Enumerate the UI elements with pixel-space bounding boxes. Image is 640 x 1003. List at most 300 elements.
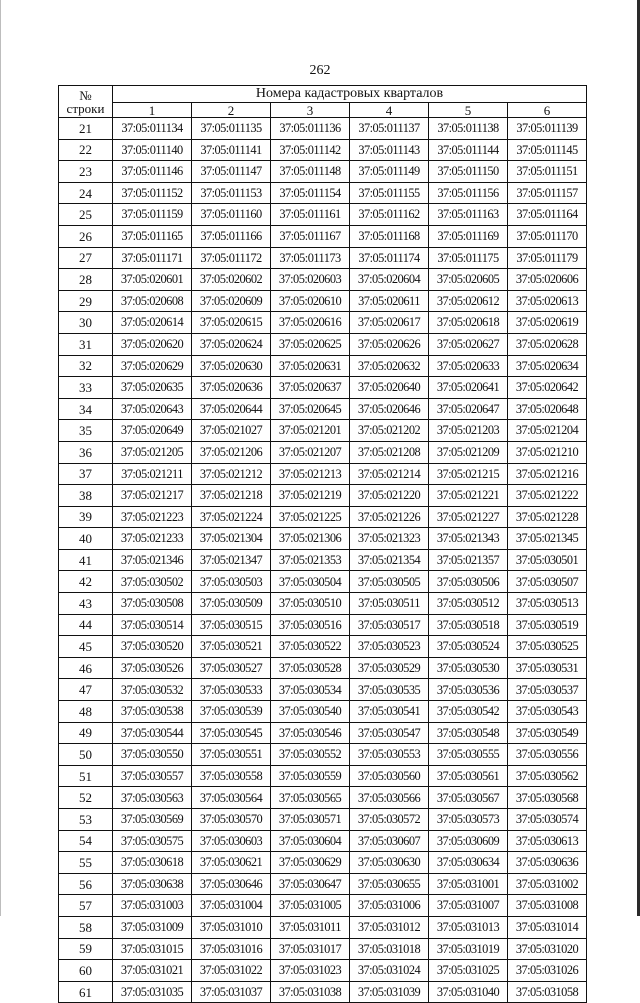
cadastral-number-cell: 37:05:030502 xyxy=(113,571,192,593)
row-number: 27 xyxy=(59,247,113,269)
table-row xyxy=(59,701,587,723)
table-row xyxy=(59,247,587,269)
table-row xyxy=(59,204,587,226)
cadastral-number-cell: 37:05:030638 xyxy=(113,873,192,895)
cadastral-number-cell: 37:05:031025 xyxy=(429,960,508,982)
cadastral-number-cell: 37:05:030551 xyxy=(192,744,271,766)
cadastral-number-cell: 37:05:030526 xyxy=(113,657,192,679)
cadastral-number-cell: 37:05:020633 xyxy=(429,355,508,377)
cadastral-number-cell: 37:05:021345 xyxy=(508,528,587,550)
cadastral-number-cell: 37:05:030572 xyxy=(350,809,429,831)
row-number: 21 xyxy=(59,118,113,140)
cadastral-number-cell: 37:05:011151 xyxy=(508,161,587,183)
row-number: 35 xyxy=(59,420,113,442)
cadastral-number-cell: 37:05:031010 xyxy=(192,916,271,938)
cadastral-number-cell: 37:05:020608 xyxy=(113,290,192,312)
cadastral-number-cell: 37:05:011149 xyxy=(350,161,429,183)
cadastral-number-cell: 37:05:030533 xyxy=(192,679,271,701)
cadastral-number-cell: 37:05:030630 xyxy=(350,852,429,874)
cadastral-number-cell: 37:05:020614 xyxy=(113,312,192,334)
cadastral-number-cell: 37:05:021343 xyxy=(429,528,508,550)
table-row xyxy=(59,377,587,399)
cadastral-number-cell: 37:05:031011 xyxy=(271,916,350,938)
cadastral-number-cell: 37:05:020617 xyxy=(350,312,429,334)
cadastral-number-cell: 37:05:020646 xyxy=(350,398,429,420)
cadastral-number-cell: 37:05:021233 xyxy=(113,528,192,550)
cadastral-number-cell: 37:05:021228 xyxy=(508,506,587,528)
cadastral-number-cell: 37:05:031037 xyxy=(192,981,271,1003)
cadastral-number-cell: 37:05:020628 xyxy=(508,333,587,355)
row-number: 55 xyxy=(59,852,113,874)
cadastral-number-cell: 37:05:011156 xyxy=(429,182,508,204)
cadastral-number-cell: 37:05:011148 xyxy=(271,161,350,183)
row-number: 32 xyxy=(59,355,113,377)
cadastral-number-cell: 37:05:030534 xyxy=(271,679,350,701)
row-number: 28 xyxy=(59,269,113,291)
table-row xyxy=(59,485,587,507)
cadastral-number-cell: 37:05:021201 xyxy=(271,420,350,442)
cadastral-number-cell: 37:05:011139 xyxy=(508,118,587,140)
cadastral-number-cell: 37:05:031005 xyxy=(271,895,350,917)
row-number: 25 xyxy=(59,204,113,226)
cadastral-number-cell: 37:05:020605 xyxy=(429,269,508,291)
cadastral-number-cell: 37:05:031020 xyxy=(508,938,587,960)
cadastral-number-cell: 37:05:030520 xyxy=(113,636,192,658)
cadastral-number-cell: 37:05:020641 xyxy=(429,377,508,399)
cadastral-number-cell: 37:05:030524 xyxy=(429,636,508,658)
cadastral-number-cell: 37:05:011173 xyxy=(271,247,350,269)
cadastral-number-cell: 37:05:021223 xyxy=(113,506,192,528)
row-number: 57 xyxy=(59,895,113,917)
cadastral-number-cell: 37:05:011171 xyxy=(113,247,192,269)
cadastral-number-cell: 37:05:031040 xyxy=(429,981,508,1003)
cadastral-number-cell: 37:05:030609 xyxy=(429,830,508,852)
row-number-header xyxy=(59,86,113,118)
table-row xyxy=(59,765,587,787)
cadastral-number-cell: 37:05:030574 xyxy=(508,809,587,831)
cadastral-number-cell: 37:05:011162 xyxy=(350,204,429,226)
cadastral-number-cell: 37:05:030555 xyxy=(429,744,508,766)
cadastral-number-cell: 37:05:021208 xyxy=(350,441,429,463)
cadastral-number-cell: 37:05:030510 xyxy=(271,593,350,615)
cadastral-number-cell: 37:05:020629 xyxy=(113,355,192,377)
cadastral-number-cell: 37:05:030571 xyxy=(271,809,350,831)
cadastral-number-cell: 37:05:030516 xyxy=(271,614,350,636)
cadastral-number-cell: 37:05:011141 xyxy=(192,139,271,161)
header-row-group xyxy=(59,86,587,103)
cadastral-number-cell: 37:05:021226 xyxy=(350,506,429,528)
cadastral-number-cell: 37:05:030537 xyxy=(508,679,587,701)
cadastral-number-cell: 37:05:031058 xyxy=(508,981,587,1003)
row-number: 40 xyxy=(59,528,113,550)
cadastral-number-cell: 37:05:011135 xyxy=(192,118,271,140)
cadastral-number-cell: 37:05:030511 xyxy=(350,593,429,615)
row-number: 56 xyxy=(59,873,113,895)
cadastral-number-cell: 37:05:020601 xyxy=(113,269,192,291)
cadastral-number-cell: 37:05:021224 xyxy=(192,506,271,528)
cadastral-number-cell: 37:05:030634 xyxy=(429,852,508,874)
table-row xyxy=(59,139,587,161)
cadastral-number-cell: 37:05:020647 xyxy=(429,398,508,420)
row-number: 43 xyxy=(59,593,113,615)
cadastral-number-cell: 37:05:020618 xyxy=(429,312,508,334)
cadastral-number-cell: 37:05:011170 xyxy=(508,225,587,247)
cadastral-number-cell: 37:05:030535 xyxy=(350,679,429,701)
cadastral-number-cell: 37:05:011157 xyxy=(508,182,587,204)
row-number: 45 xyxy=(59,636,113,658)
table-row xyxy=(59,916,587,938)
cadastral-number-cell: 37:05:030562 xyxy=(508,765,587,787)
cadastral-number-cell: 37:05:030504 xyxy=(271,571,350,593)
cadastral-number-cell: 37:05:020626 xyxy=(350,333,429,355)
cadastral-number-cell: 37:05:030553 xyxy=(350,744,429,766)
scan-edge-left xyxy=(0,0,1,916)
cadastral-number-cell: 37:05:030505 xyxy=(350,571,429,593)
table-row xyxy=(59,722,587,744)
cadastral-number-cell: 37:05:030542 xyxy=(429,701,508,723)
cadastral-number-cell: 37:05:020609 xyxy=(192,290,271,312)
cadastral-number-cell: 37:05:030550 xyxy=(113,744,192,766)
row-number: 46 xyxy=(59,657,113,679)
table-row xyxy=(59,614,587,636)
cadastral-number-cell: 37:05:020603 xyxy=(271,269,350,291)
table-row xyxy=(59,161,587,183)
cadastral-number-cell: 37:05:030561 xyxy=(429,765,508,787)
cadastral-number-cell: 37:05:011172 xyxy=(192,247,271,269)
cadastral-number-cell: 37:05:011174 xyxy=(350,247,429,269)
row-number: 42 xyxy=(59,571,113,593)
cadastral-number-cell: 37:05:021346 xyxy=(113,549,192,571)
cadastral-number-cell: 37:05:031019 xyxy=(429,938,508,960)
table-row xyxy=(59,506,587,528)
row-number: 53 xyxy=(59,809,113,831)
row-number: 49 xyxy=(59,722,113,744)
cadastral-number-cell: 37:05:011165 xyxy=(113,225,192,247)
column-number: 3 xyxy=(271,103,350,118)
cadastral-number-cell: 37:05:030518 xyxy=(429,614,508,636)
cadastral-number-cell: 37:05:011140 xyxy=(113,139,192,161)
cadastral-number-cell: 37:05:030530 xyxy=(429,657,508,679)
column-number: 5 xyxy=(429,103,508,118)
cadastral-number-cell: 37:05:021216 xyxy=(508,463,587,485)
cadastral-number-cell: 37:05:030613 xyxy=(508,830,587,852)
cadastral-number-cell: 37:05:030563 xyxy=(113,787,192,809)
cadastral-number-cell: 37:05:021323 xyxy=(350,528,429,550)
cadastral-number-cell: 37:05:030546 xyxy=(271,722,350,744)
cadastral-number-cell: 37:05:030515 xyxy=(192,614,271,636)
row-number: 23 xyxy=(59,161,113,183)
table-row xyxy=(59,895,587,917)
row-number: 41 xyxy=(59,549,113,571)
table-row xyxy=(59,420,587,442)
row-number: 44 xyxy=(59,614,113,636)
cadastral-number-cell: 37:05:030607 xyxy=(350,830,429,852)
cadastral-number-cell: 37:05:030506 xyxy=(429,571,508,593)
row-number: 47 xyxy=(59,679,113,701)
cadastral-number-cell: 37:05:031012 xyxy=(350,916,429,938)
cadastral-number-cell: 37:05:020645 xyxy=(271,398,350,420)
cadastral-number-cell: 37:05:020624 xyxy=(192,333,271,355)
cadastral-number-cell: 37:05:030509 xyxy=(192,593,271,615)
cadastral-number-cell: 37:05:030559 xyxy=(271,765,350,787)
row-number: 60 xyxy=(59,960,113,982)
row-number: 22 xyxy=(59,139,113,161)
table-row xyxy=(59,679,587,701)
cadastral-number-cell: 37:05:021210 xyxy=(508,441,587,463)
cadastral-number-cell: 37:05:021354 xyxy=(350,549,429,571)
table-row xyxy=(59,981,587,1003)
cadastral-number-cell: 37:05:011166 xyxy=(192,225,271,247)
table-row xyxy=(59,118,587,140)
cadastral-number-cell: 37:05:020613 xyxy=(508,290,587,312)
table-row xyxy=(59,657,587,679)
cadastral-number-cell: 37:05:030552 xyxy=(271,744,350,766)
row-number: 59 xyxy=(59,938,113,960)
cadastral-number-cell: 37:05:021205 xyxy=(113,441,192,463)
cadastral-number-cell: 37:05:020649 xyxy=(113,420,192,442)
cadastral-number-cell: 37:05:030519 xyxy=(508,614,587,636)
cadastral-number-cell: 37:05:030525 xyxy=(508,636,587,658)
table-row xyxy=(59,873,587,895)
cadastral-number-cell: 37:05:011150 xyxy=(429,161,508,183)
cadastral-number-cell: 37:05:021221 xyxy=(429,485,508,507)
cadastral-number-cell: 37:05:020630 xyxy=(192,355,271,377)
column-number: 4 xyxy=(350,103,429,118)
cadastral-number-cell: 37:05:030646 xyxy=(192,873,271,895)
cadastral-number-cell: 37:05:021306 xyxy=(271,528,350,550)
cadastral-number-cell: 37:05:011153 xyxy=(192,182,271,204)
cadastral-number-cell: 37:05:030508 xyxy=(113,593,192,615)
cadastral-number-cell: 37:05:011154 xyxy=(271,182,350,204)
cadastral-number-cell: 37:05:031022 xyxy=(192,960,271,982)
cadastral-number-cell: 37:05:030629 xyxy=(271,852,350,874)
row-number: 29 xyxy=(59,290,113,312)
cadastral-number-cell: 37:05:030558 xyxy=(192,765,271,787)
cadastral-number-cell: 37:05:030565 xyxy=(271,787,350,809)
cadastral-number-cell: 37:05:011142 xyxy=(271,139,350,161)
cadastral-number-cell: 37:05:020643 xyxy=(113,398,192,420)
cadastral-number-cell: 37:05:021207 xyxy=(271,441,350,463)
cadastral-number-cell: 37:05:011138 xyxy=(429,118,508,140)
row-number: 24 xyxy=(59,182,113,204)
cadastral-number-cell: 37:05:030567 xyxy=(429,787,508,809)
cadastral-number-cell: 37:05:030528 xyxy=(271,657,350,679)
cadastral-number-cell: 37:05:020648 xyxy=(508,398,587,420)
table-row xyxy=(59,787,587,809)
cadastral-number-cell: 37:05:021225 xyxy=(271,506,350,528)
cadastral-number-cell: 37:05:020620 xyxy=(113,333,192,355)
table-row xyxy=(59,960,587,982)
row-number: 34 xyxy=(59,398,113,420)
row-number: 61 xyxy=(59,981,113,1003)
table-row xyxy=(59,809,587,831)
cadastral-number-cell: 37:05:021218 xyxy=(192,485,271,507)
cadastral-number-cell: 37:05:031013 xyxy=(429,916,508,938)
row-number: 26 xyxy=(59,225,113,247)
cadastral-number-cell: 37:05:011159 xyxy=(113,204,192,226)
table-row xyxy=(59,312,587,334)
cadastral-number-cell: 37:05:030548 xyxy=(429,722,508,744)
table-row xyxy=(59,830,587,852)
column-number: 6 xyxy=(508,103,587,118)
cadastral-number-cell: 37:05:020616 xyxy=(271,312,350,334)
table-row xyxy=(59,398,587,420)
cadastral-number-cell: 37:05:011145 xyxy=(508,139,587,161)
row-number: 36 xyxy=(59,441,113,463)
cadastral-number-cell: 37:05:030544 xyxy=(113,722,192,744)
table-row xyxy=(59,636,587,658)
cadastral-number-cell: 37:05:021357 xyxy=(429,549,508,571)
header-row-columns xyxy=(59,103,587,118)
cadastral-number-cell: 37:05:030636 xyxy=(508,852,587,874)
cadastral-number-cell: 37:05:011168 xyxy=(350,225,429,247)
cadastral-number-cell: 37:05:020637 xyxy=(271,377,350,399)
cadastral-number-cell: 37:05:031006 xyxy=(350,895,429,917)
cadastral-number-cell: 37:05:030569 xyxy=(113,809,192,831)
cadastral-number-cell: 37:05:030560 xyxy=(350,765,429,787)
cadastral-number-cell: 37:05:031014 xyxy=(508,916,587,938)
cadastral-number-cell: 37:05:011160 xyxy=(192,204,271,226)
cadastral-number-cell: 37:05:030513 xyxy=(508,593,587,615)
cadastral-number-cell: 37:05:030573 xyxy=(429,809,508,831)
cadastral-number-cell: 37:05:011167 xyxy=(271,225,350,247)
row-number: 39 xyxy=(59,506,113,528)
table-row xyxy=(59,441,587,463)
cadastral-number-cell: 37:05:030540 xyxy=(271,701,350,723)
cadastral-number-cell: 37:05:021206 xyxy=(192,441,271,463)
cadastral-number-cell: 37:05:030621 xyxy=(192,852,271,874)
table-row xyxy=(59,182,587,204)
cadastral-number-cell: 37:05:011179 xyxy=(508,247,587,269)
cadastral-number-cell: 37:05:030532 xyxy=(113,679,192,701)
cadastral-number-cell: 37:05:031017 xyxy=(271,938,350,960)
cadastral-number-cell: 37:05:031015 xyxy=(113,938,192,960)
cadastral-number-cell: 37:05:011144 xyxy=(429,139,508,161)
table-row xyxy=(59,938,587,960)
cadastral-number-cell: 37:05:030521 xyxy=(192,636,271,658)
row-number: 51 xyxy=(59,765,113,787)
cadastral-number-cell: 37:05:020644 xyxy=(192,398,271,420)
cadastral-number-cell: 37:05:011175 xyxy=(429,247,508,269)
cadastral-number-cell: 37:05:031007 xyxy=(429,895,508,917)
cadastral-number-cell: 37:05:030541 xyxy=(350,701,429,723)
cadastral-number-cell: 37:05:030539 xyxy=(192,701,271,723)
cadastral-number-cell: 37:05:030547 xyxy=(350,722,429,744)
table-row xyxy=(59,269,587,291)
cadastral-number-cell: 37:05:030543 xyxy=(508,701,587,723)
cadastral-number-cell: 37:05:030503 xyxy=(192,571,271,593)
table-row xyxy=(59,744,587,766)
cadastral-number-cell: 37:05:021209 xyxy=(429,441,508,463)
cadastral-number-cell: 37:05:011136 xyxy=(271,118,350,140)
cadastral-number-cell: 37:05:031001 xyxy=(429,873,508,895)
cadastral-number-cell: 37:05:031039 xyxy=(350,981,429,1003)
cadastral-number-cell: 37:05:030570 xyxy=(192,809,271,831)
cadastral-number-cell: 37:05:021219 xyxy=(271,485,350,507)
cadastral-number-cell: 37:05:031035 xyxy=(113,981,192,1003)
cadastral-number-cell: 37:05:020632 xyxy=(350,355,429,377)
cadastral-number-cell: 37:05:011161 xyxy=(271,204,350,226)
cadastral-number-cell: 37:05:030512 xyxy=(429,593,508,615)
cadastral-number-cell: 37:05:021220 xyxy=(350,485,429,507)
row-number-header-symbol: № xyxy=(79,87,92,103)
cadastral-number-cell: 37:05:030536 xyxy=(429,679,508,701)
cadastral-number-cell: 37:05:011143 xyxy=(350,139,429,161)
cadastral-number-cell: 37:05:030514 xyxy=(113,614,192,636)
cadastral-quarters-table xyxy=(58,85,587,1003)
cadastral-number-cell: 37:05:021347 xyxy=(192,549,271,571)
cadastral-number-cell: 37:05:021202 xyxy=(350,420,429,442)
cadastral-number-cell: 37:05:031026 xyxy=(508,960,587,982)
row-number-header-word: строки xyxy=(66,100,105,116)
cadastral-number-cell: 37:05:031024 xyxy=(350,960,429,982)
table-row xyxy=(59,528,587,550)
cadastral-number-cell: 37:05:011134 xyxy=(113,118,192,140)
cadastral-number-cell: 37:05:020640 xyxy=(350,377,429,399)
cadastral-number-cell: 37:05:011164 xyxy=(508,204,587,226)
cadastral-number-cell: 37:05:030575 xyxy=(113,830,192,852)
row-number: 50 xyxy=(59,744,113,766)
cadastral-number-cell: 37:05:011152 xyxy=(113,182,192,204)
cadastral-number-cell: 37:05:031021 xyxy=(113,960,192,982)
table-row xyxy=(59,549,587,571)
cadastral-number-cell: 37:05:030529 xyxy=(350,657,429,679)
cadastral-number-cell: 37:05:021213 xyxy=(271,463,350,485)
cadastral-number-cell: 37:05:011169 xyxy=(429,225,508,247)
cadastral-number-cell: 37:05:030501 xyxy=(508,549,587,571)
cadastral-number-cell: 37:05:020611 xyxy=(350,290,429,312)
table-row xyxy=(59,852,587,874)
cadastral-number-cell: 37:05:021212 xyxy=(192,463,271,485)
cadastral-number-cell: 37:05:011155 xyxy=(350,182,429,204)
table-row xyxy=(59,290,587,312)
cadastral-number-cell: 37:05:020602 xyxy=(192,269,271,291)
cadastral-number-cell: 37:05:021214 xyxy=(350,463,429,485)
row-number: 30 xyxy=(59,312,113,334)
cadastral-number-cell: 37:05:021203 xyxy=(429,420,508,442)
table-row xyxy=(59,593,587,615)
row-number: 33 xyxy=(59,377,113,399)
cadastral-number-cell: 37:05:020615 xyxy=(192,312,271,334)
cadastral-number-cell: 37:05:030566 xyxy=(350,787,429,809)
cadastral-number-cell: 37:05:020631 xyxy=(271,355,350,377)
cadastral-number-cell: 37:05:030647 xyxy=(271,873,350,895)
column-number: 1 xyxy=(113,103,192,118)
cadastral-number-cell: 37:05:020612 xyxy=(429,290,508,312)
cadastral-number-cell: 37:05:030655 xyxy=(350,873,429,895)
cadastral-number-cell: 37:05:021215 xyxy=(429,463,508,485)
cadastral-number-cell: 37:05:011137 xyxy=(350,118,429,140)
cadastral-number-cell: 37:05:021027 xyxy=(192,420,271,442)
cadastral-number-cell: 37:05:011147 xyxy=(192,161,271,183)
row-number: 48 xyxy=(59,701,113,723)
cadastral-number-cell: 37:05:031038 xyxy=(271,981,350,1003)
table-body xyxy=(59,118,587,1003)
cadastral-number-cell: 37:05:030527 xyxy=(192,657,271,679)
table-row xyxy=(59,225,587,247)
cadastral-number-cell: 37:05:031004 xyxy=(192,895,271,917)
cadastral-number-cell: 37:05:030517 xyxy=(350,614,429,636)
cadastral-number-cell: 37:05:031002 xyxy=(508,873,587,895)
page-number: 262 xyxy=(309,63,331,78)
cadastral-number-cell: 37:05:020604 xyxy=(350,269,429,291)
cadastral-number-cell: 37:05:031008 xyxy=(508,895,587,917)
cadastral-number-cell: 37:05:030549 xyxy=(508,722,587,744)
cadastral-number-cell: 37:05:011163 xyxy=(429,204,508,226)
table-row xyxy=(59,463,587,485)
cadastral-number-cell: 37:05:020642 xyxy=(508,377,587,399)
row-number: 38 xyxy=(59,485,113,507)
